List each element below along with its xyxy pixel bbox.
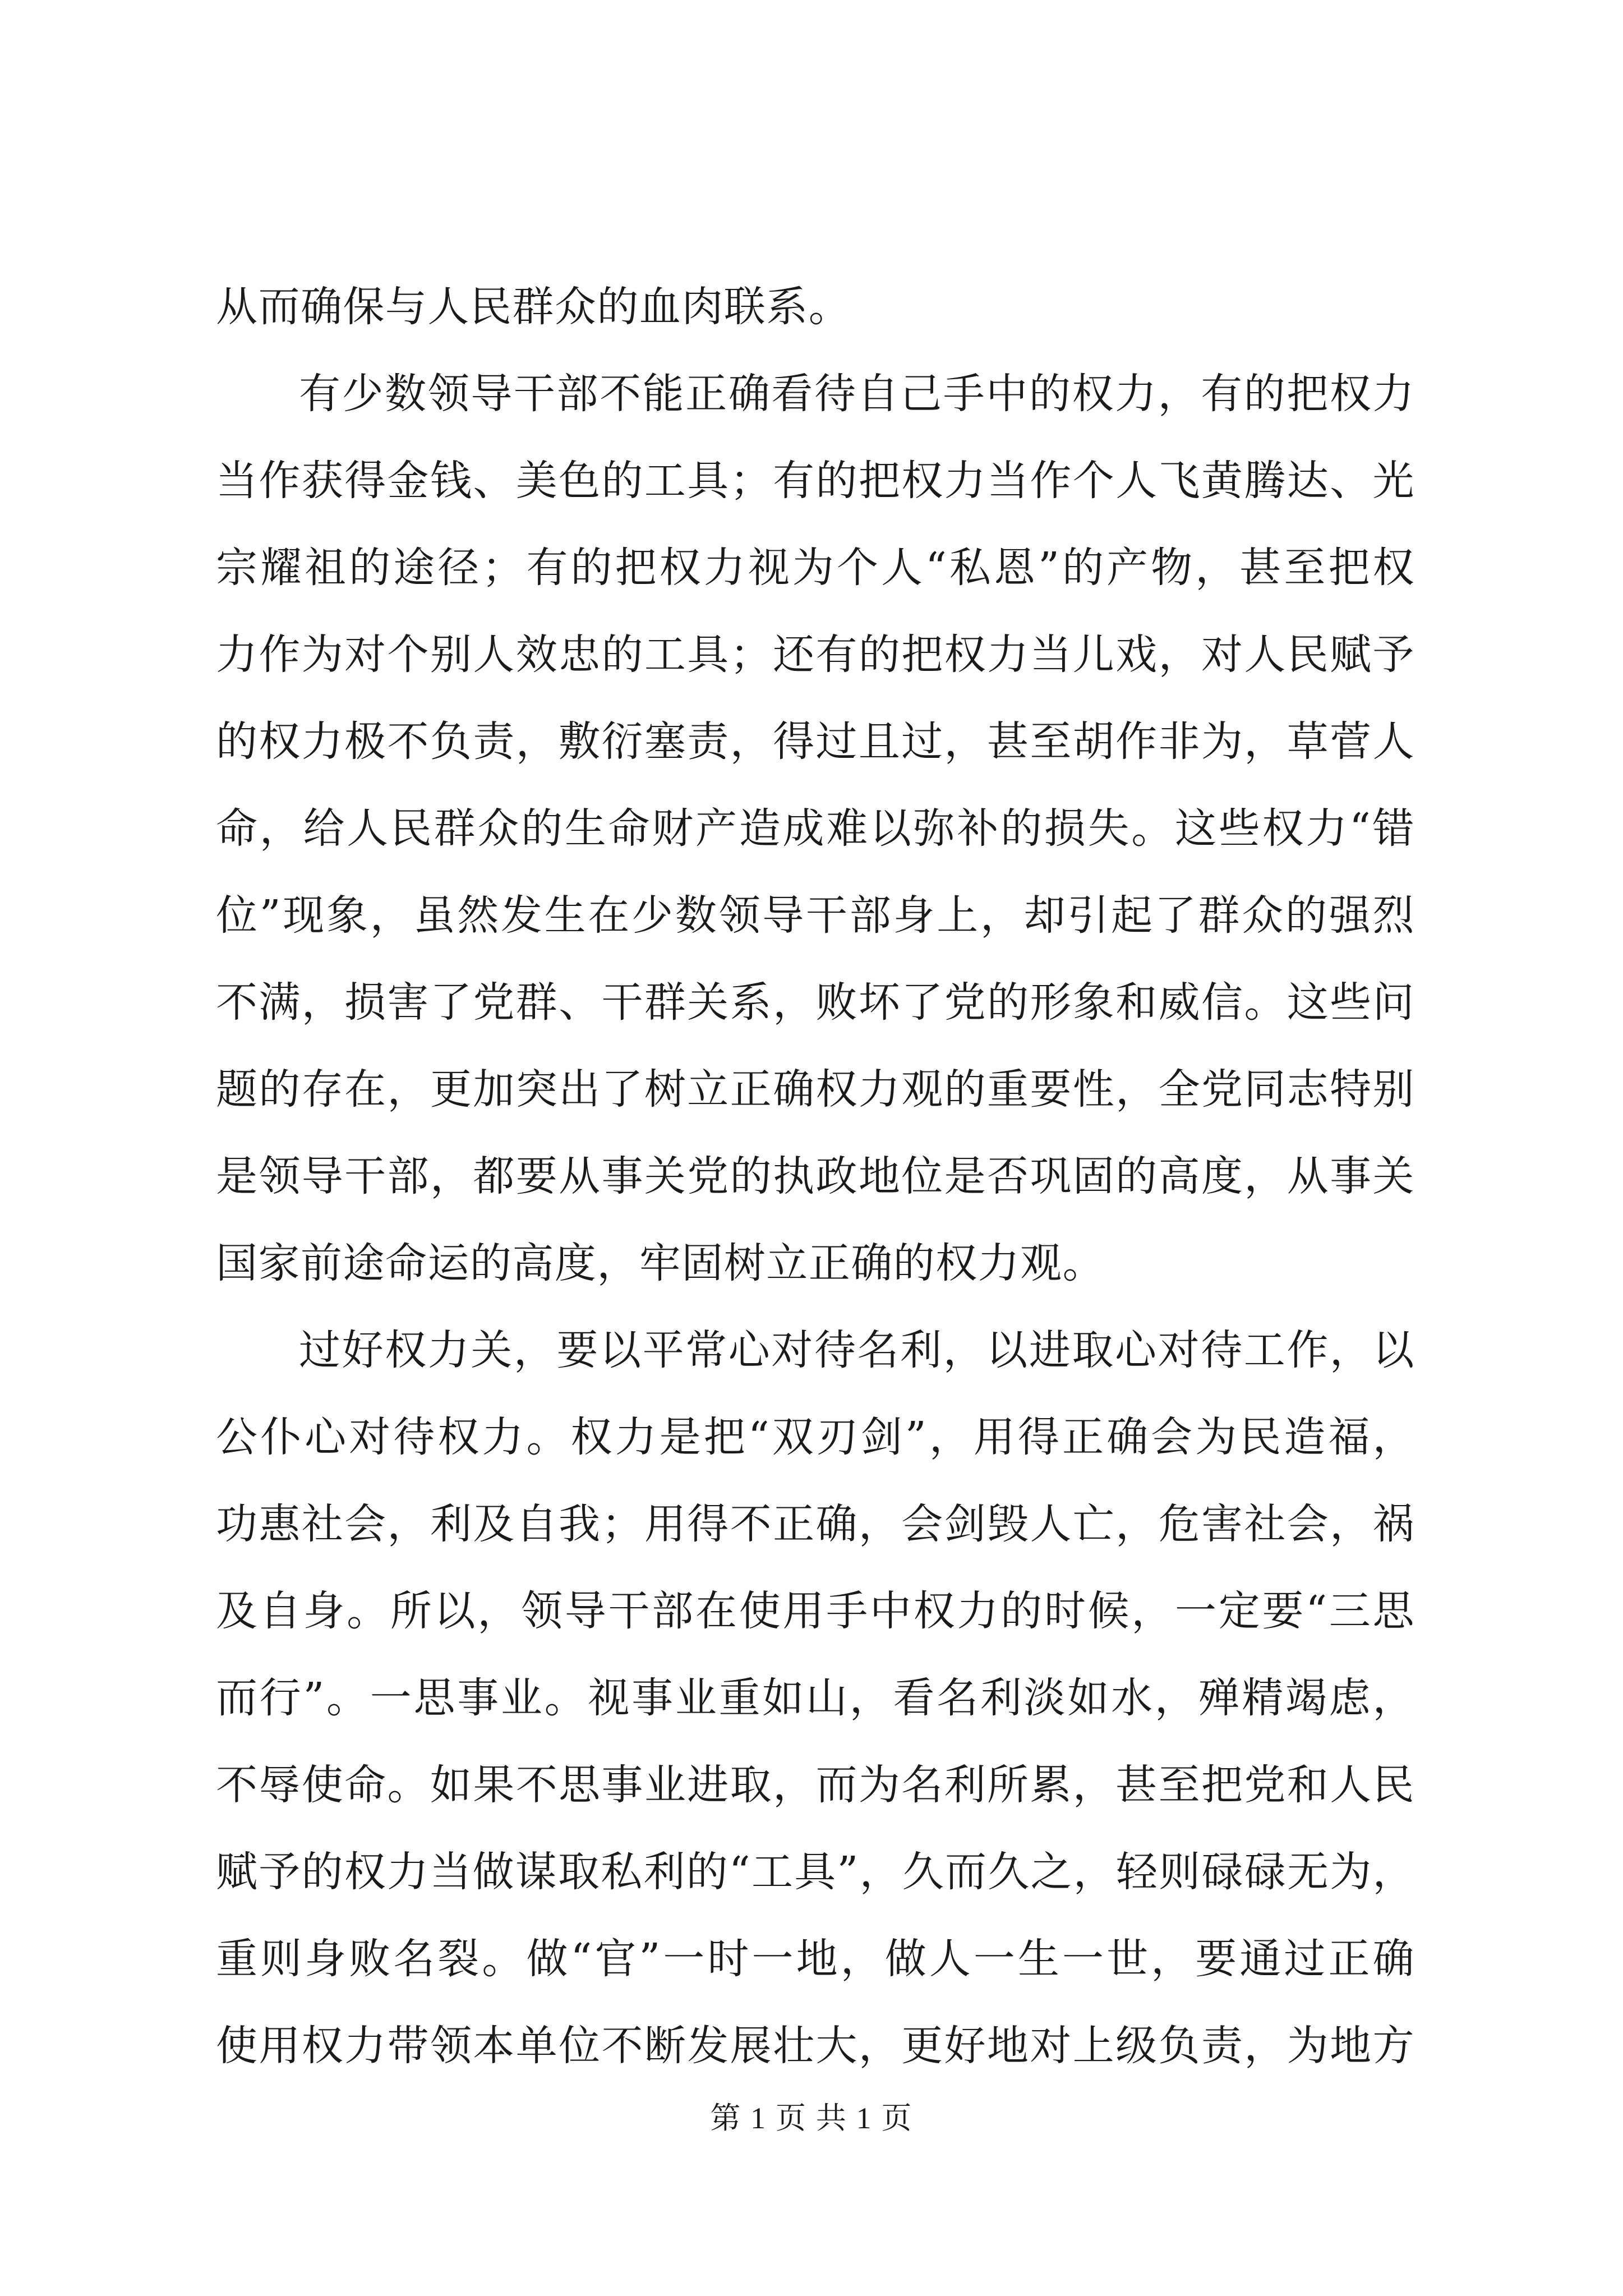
paragraph (216, 351, 1415, 1307)
text-line: 国家前途命运的高度，牢固树立正确的权力观。 (216, 1239, 1105, 1287)
document-body (216, 264, 1415, 2090)
text-line: 题的存在，更加突出了树立正确权力观的重要性，全党同志特别 (216, 1065, 1415, 1114)
page-footer: 第 1 页 共 1 页 (710, 2101, 913, 2135)
text-line: 不满，损害了党群、干群关系，败坏了党的形象和威信。这些问 (216, 978, 1415, 1027)
text-line: 不辱使命。如果不思事业进取，而为名利所累，甚至把党和人民 (216, 1761, 1415, 1809)
text-line: 是领导干部，都要从事关党的执政地位是否巩固的高度，从事关 (216, 1152, 1415, 1200)
text-line: 从而确保与人民群众的血肉联系。 (216, 283, 851, 331)
text-line: 当作获得金钱、美色的工具；有的把权力当作个人飞黄腾达、光 (216, 457, 1415, 505)
text-line: 赋予的权力当做谋取私利的“工具”，久而久之，轻则碌碌无为， (216, 1848, 1415, 1896)
text-line: 有少数领导干部不能正确看待自己手中的权力，有的把权力 (299, 370, 1415, 418)
paragraph (216, 1307, 1415, 2090)
paragraph (216, 264, 1415, 351)
text-line: 的权力极不负责，敷衍塞责，得过且过，甚至胡作非为，草菅人 (216, 717, 1415, 766)
text-line: 力作为对个别人效忠的工具；还有的把权力当儿戏，对人民赋予 (216, 631, 1415, 679)
text-line: 宗耀祖的途径；有的把权力视为个人“私恩”的产物，甚至把权 (216, 544, 1415, 592)
text-line: 使用权力带领本单位不断发展壮大，更好地对上级负责，为地方 (216, 2022, 1415, 2070)
text-line: 位”现象，虽然发生在少数领导干部身上，却引起了群众的强烈 (216, 891, 1415, 940)
text-line: 过好权力关，要以平常心对待名利，以进取心对待工作，以 (299, 1326, 1415, 1374)
text-line: 功惠社会，利及自我；用得不正确，会剑毁人亡，危害社会，祸 (216, 1500, 1415, 1548)
text-line: 命，给人民群众的生命财产造成难以弥补的损失。这些权力“错 (216, 804, 1415, 853)
text-line: 重则身败名裂。做“官”一时一地，做人一生一世，要通过正确 (216, 1935, 1415, 1983)
text-line: 而行”。一思事业。视事业重如山，看名利淡如水，殚精竭虑， (216, 1674, 1415, 1722)
text-line: 公仆心对待权力。权力是把“双刃剑”，用得正确会为民造福， (216, 1413, 1415, 1461)
text-line: 及自身。所以，领导干部在使用手中权力的时候，一定要“三思 (216, 1587, 1415, 1635)
